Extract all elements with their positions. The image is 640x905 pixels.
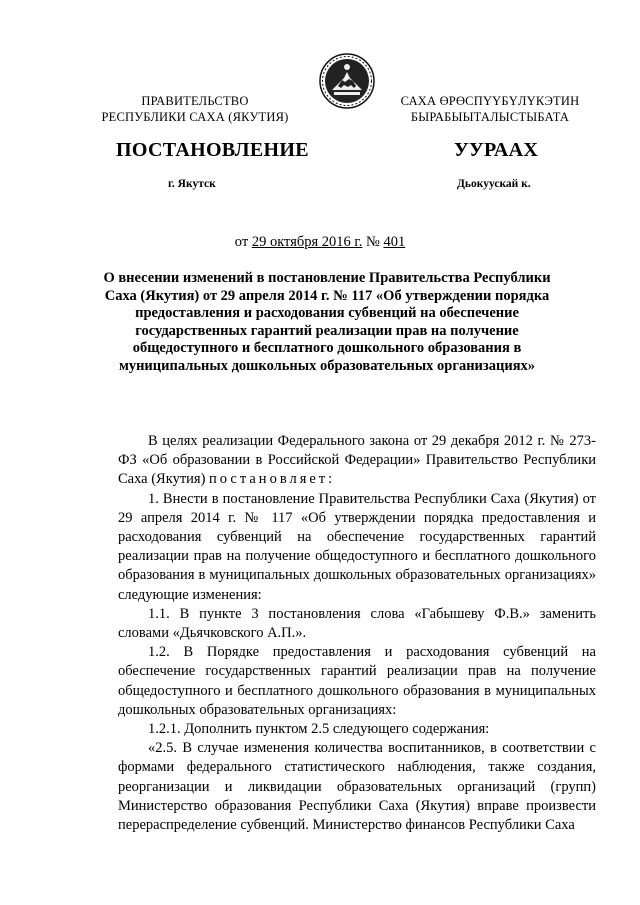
document-date: 29 октября 2016 г. bbox=[251, 234, 363, 250]
issuer-left-line2: РЕСПУБЛИКИ САХА (ЯКУТИЯ) bbox=[101, 110, 289, 124]
document-number: 401 bbox=[383, 234, 406, 250]
issuer-right-line2: БЫРАБЫЫТАЛЫСТЫБАТА bbox=[410, 110, 570, 124]
paragraph-preamble bbox=[118, 432, 596, 490]
paragraph-item-1-2-1: 1.2.1. Дополнить пунктом 2.5 следующего содержания: bbox=[148, 721, 490, 738]
number-sign: № bbox=[365, 234, 380, 250]
paragraph-item-1-2: 1.2. В Порядке предоставления и расходования субвенций на обеспечение государственных гарантий реализации прав на получение общедоступного и бесплатного дошкольного образования в муниципальных дошкольных образовательных организациях: bbox=[118, 644, 596, 718]
document-body bbox=[118, 432, 596, 835]
document-type-title-yakut: УУРААХ bbox=[454, 139, 539, 161]
issuer-right bbox=[390, 93, 590, 125]
paragraph-item-1: 1. Внести в постановление Правительства Республики Саха (Якутия) от 29 апреля 2014 г. № 117 «Об утверждении порядка предоставления и расходования субвенций на обеспечение государственных гарантий реализации прав на получение общедоступного и бесплатного дошкольного образования в муниципальных дошкольных образовательных организациях» следующие изменения: bbox=[118, 490, 596, 603]
date-prefix: от bbox=[234, 234, 249, 250]
paragraph-item-2-5: «2.5. В случае изменения количества воспитанников, в соответствии с формами федерального статистического наблюдения, также создания, реорганизации и ликвидации образовательных организаций (групп) Министерство образования Республики Саха (Якутия) вправе произвести перераспределение субвенций. Министерство финансов Республики Саха bbox=[118, 740, 596, 834]
coat-of-arms-emblem-icon bbox=[318, 52, 376, 110]
issuer-right-line1: САХА ӨРӨСПҮҮБҮЛҮКЭТИН bbox=[400, 94, 580, 108]
issuer-left bbox=[100, 93, 290, 125]
preamble-decree-word: постановляет: bbox=[209, 471, 336, 488]
city-name-yakut: Дьокуускай к. bbox=[457, 178, 531, 190]
document-heading: О внесении изменений в постановление Правительства Республики Саха (Якутия) от 29 апреля 2014 г. № 117 «Об утверждении порядка предоставления и расходования субвенций на обеспечение государственных гарантий реализации прав на получение общедоступного и бесплатного дошкольного образования в муниципальных дошкольных образовательных организациях» bbox=[103, 270, 551, 374]
document-date-number bbox=[0, 234, 640, 251]
paragraph-item-1-1: 1.1. В пункте 3 постановления слова «Габышеву Ф.В.» заменить словами «Дьячковского А.П.». bbox=[118, 605, 596, 642]
issuer-left-line1: ПРАВИТЕЛЬСТВО bbox=[141, 94, 249, 108]
city-name: г. Якутск bbox=[168, 178, 216, 190]
document-type-title: ПОСТАНОВЛЕНИЕ bbox=[116, 139, 309, 161]
preamble-text: В целях реализации Федерального закона от 29 декабря 2012 г. № 273-ФЗ «Об образовании в Российской Федерации» Правительство Республики Саха (Якутия) bbox=[118, 433, 596, 488]
